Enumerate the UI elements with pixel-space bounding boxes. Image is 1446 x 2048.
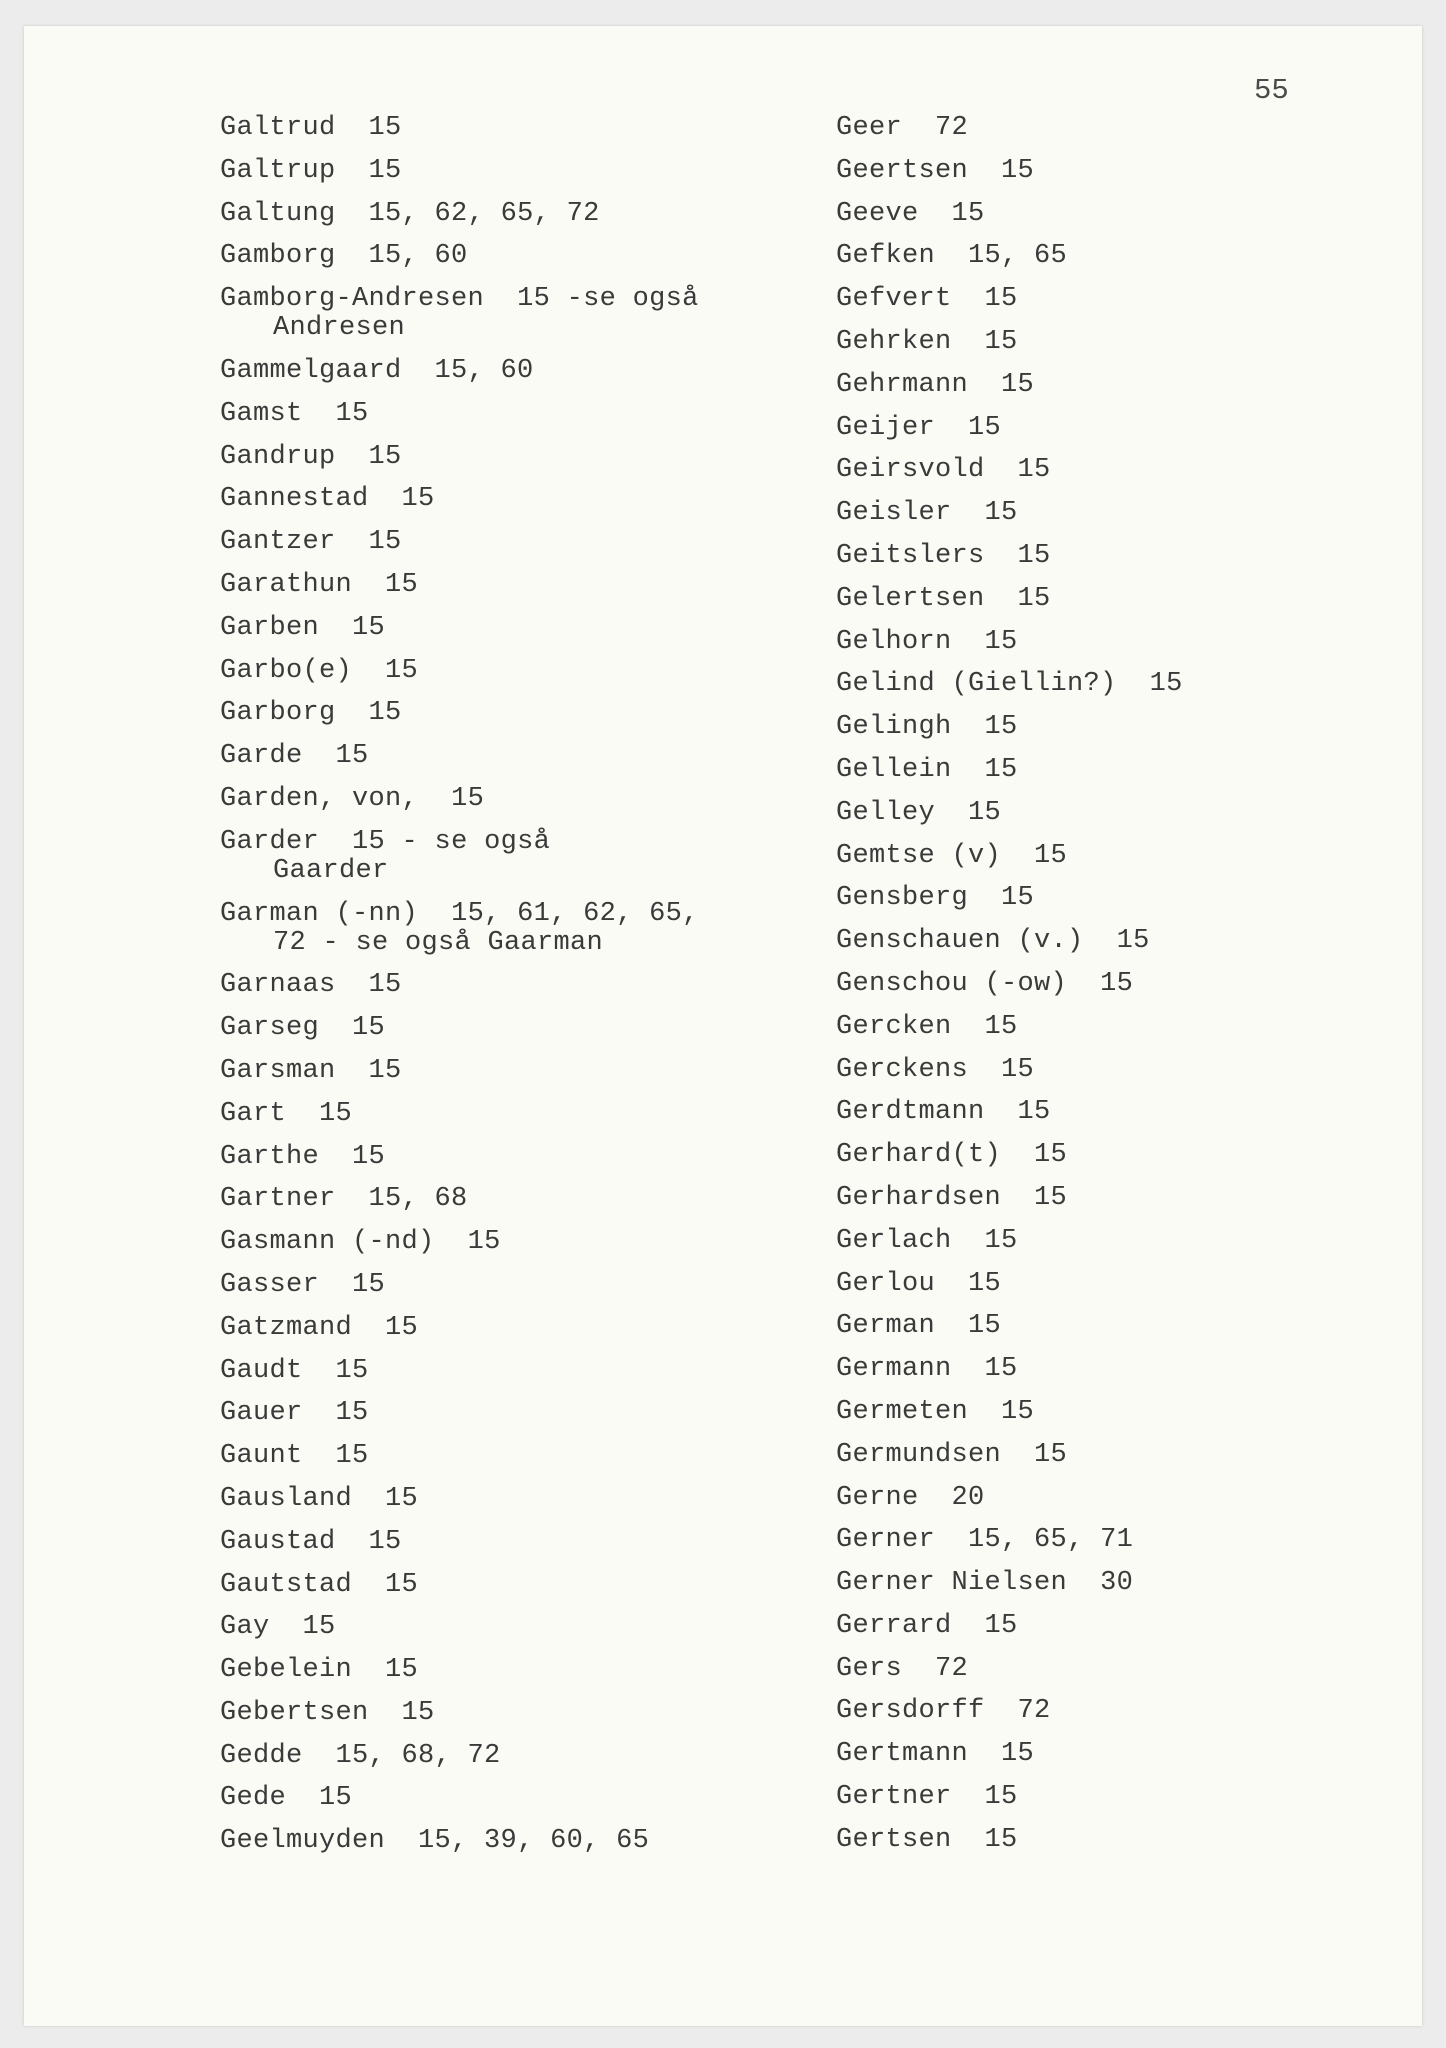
entry-name: Gay: [220, 1612, 270, 1643]
entry-name: Garsman: [220, 1055, 336, 1086]
entry-name: Gertsen: [836, 1824, 952, 1855]
entry-name: Garseg: [220, 1013, 320, 1044]
index-entry: [836, 1141, 1396, 1170]
entry-name: Gamst: [220, 398, 303, 429]
index-entry: [836, 1526, 1396, 1555]
entry-name: Gefken: [836, 241, 936, 272]
entry-page-refs: 15, 39, 60, 65: [418, 1826, 650, 1857]
entry-page-refs: 15: [1001, 369, 1035, 400]
entry-name: Garthe: [220, 1141, 320, 1172]
entry-page-refs: 15: [368, 441, 402, 472]
index-entry: [836, 1740, 1396, 1769]
index-entry: [220, 1399, 780, 1428]
entry-page-refs: 72: [935, 1653, 969, 1684]
index-entry: [220, 1571, 780, 1600]
entry-name: Gammelgaard: [220, 355, 402, 386]
entry-name: Galtrup: [220, 155, 336, 186]
entry-name: Gausland: [220, 1483, 353, 1514]
entry-page-refs: 15: [368, 113, 402, 143]
entry-name: Garder: [220, 826, 320, 857]
index-entry: [220, 742, 780, 771]
entry-name: Gamborg: [220, 241, 336, 272]
entry-page-refs: 15: [451, 783, 485, 814]
entry-name: Garnaas: [220, 970, 336, 1001]
index-entry: [836, 1227, 1396, 1256]
entry-name: German: [836, 1311, 936, 1342]
entry-page-refs: 15: [984, 326, 1018, 357]
entry-page-refs: 15: [1001, 883, 1035, 914]
entry-name: Geer: [836, 113, 903, 143]
index-entry: [220, 357, 780, 386]
entry-name: Gerdtmann: [836, 1097, 985, 1128]
entry-name: Garborg: [220, 698, 336, 729]
index-entry: [836, 1184, 1396, 1213]
entry-name: Germeten: [836, 1396, 969, 1427]
entry-name: Gehrken: [836, 326, 952, 357]
entry-page-refs: 15: [984, 284, 1018, 315]
index-entry: [220, 1699, 780, 1728]
entry-name: Garbo(e): [220, 655, 353, 686]
index-entry: [836, 713, 1396, 742]
entry-name: Gebelein: [220, 1655, 353, 1686]
entry-name: Gannestad: [220, 484, 369, 515]
entry-page-refs: 15: [368, 155, 402, 186]
entry-page-refs: 72: [935, 113, 969, 143]
entry-page-refs: 15, 68, 72: [335, 1740, 501, 1771]
entry-page-refs: 15: [401, 1697, 435, 1728]
entry-page-refs: 15: [1034, 1439, 1068, 1470]
index-entry: [836, 542, 1396, 571]
entry-page-refs: 15: [1149, 669, 1183, 700]
entry-page-refs: 15: [1017, 540, 1051, 571]
index-entry: [220, 443, 780, 472]
index-entry: [836, 1098, 1396, 1127]
entry-name: Geirsvold: [836, 455, 985, 486]
entry-name: Gelhorn: [836, 626, 952, 657]
entry-name: Gertner: [836, 1782, 952, 1813]
entry-page-refs: 15: [1001, 1739, 1035, 1770]
entry-name: Geertsen: [836, 155, 969, 186]
entry-page-refs: 15 -se også: [517, 284, 699, 315]
index-entry: [220, 285, 780, 343]
entry-page-refs: 15, 60: [434, 355, 534, 386]
index-entry: [836, 414, 1396, 443]
entry-page-refs: 15: [1017, 1097, 1051, 1128]
index-entry: [220, 657, 780, 686]
index-entry: [836, 1056, 1396, 1085]
entry-page-refs: 15: [385, 1483, 419, 1514]
index-entry: [220, 828, 780, 886]
entry-page-refs: 15: [1034, 1182, 1068, 1213]
entry-name: Galtung: [220, 198, 336, 229]
entry-page-refs: 15: [385, 655, 419, 686]
index-entry: [836, 1355, 1396, 1384]
index-entry: [220, 900, 780, 958]
entry-page-refs: 15: [302, 1612, 336, 1643]
entry-page-refs: 15, 60: [368, 241, 468, 272]
index-entry: [836, 1783, 1396, 1812]
index-entry: [220, 1656, 780, 1685]
entry-name: Gerlach: [836, 1225, 952, 1256]
entry-name: Gers: [836, 1653, 903, 1684]
entry-name: Gauer: [220, 1398, 303, 1429]
index-entry: [220, 699, 780, 728]
entry-name: Garathun: [220, 569, 353, 600]
index-entry: [836, 927, 1396, 956]
entry-page-refs: 15: [335, 1398, 369, 1429]
index-entry: [836, 1398, 1396, 1427]
entry-page-refs: 20: [951, 1482, 985, 1513]
entry-name: Gatzmand: [220, 1312, 353, 1343]
entry-name: Germundsen: [836, 1439, 1002, 1470]
entry-name: Geitslers: [836, 540, 985, 571]
index-entry: [836, 1484, 1396, 1513]
entry-name: Gaustad: [220, 1526, 336, 1557]
entry-page-refs: 15: [984, 1610, 1018, 1641]
entry-name: Gasser: [220, 1269, 320, 1300]
entry-page-refs: 15: [352, 1141, 386, 1172]
entry-page-refs: 15: [968, 412, 1002, 443]
index-entry: [220, 971, 780, 1000]
left-index-column: [220, 114, 780, 1870]
index-entry: [220, 1485, 780, 1514]
entry-name: Gautstad: [220, 1569, 353, 1600]
entry-name: Gaunt: [220, 1441, 303, 1472]
entry-page-refs: 15: [984, 754, 1018, 785]
index-entry: [220, 1613, 780, 1642]
entry-name: Gelingh: [836, 712, 952, 743]
entry-name: Gemtse (v): [836, 840, 1002, 871]
entry-page-refs: 15: [1001, 155, 1035, 186]
index-entry: [220, 1528, 780, 1557]
index-entry: [836, 242, 1396, 271]
index-entry: [836, 799, 1396, 828]
entry-name: Gerner Nielsen: [836, 1568, 1068, 1599]
index-entry: [836, 285, 1396, 314]
entry-page-refs: 15: [352, 612, 386, 643]
right-index-column: [836, 114, 1396, 1869]
index-entry: [836, 1013, 1396, 1042]
entry-page-refs: 15, 65, 71: [968, 1525, 1134, 1556]
entry-continuation: 72 - se også Gaarman: [273, 927, 604, 958]
index-entry: [220, 1143, 780, 1172]
entry-page-refs: 15: [1034, 1140, 1068, 1171]
index-entry: [220, 1057, 780, 1086]
entry-page-refs: 15: [984, 712, 1018, 743]
entry-name: Gellein: [836, 754, 952, 785]
entry-page-refs: 15: [385, 1569, 419, 1600]
entry-page-refs: 15: [1001, 1054, 1035, 1085]
entry-page-refs: 15: [1001, 1396, 1035, 1427]
entry-name: Gertmann: [836, 1739, 969, 1770]
entry-name: Gantzer: [220, 527, 336, 558]
entry-name: Gedde: [220, 1740, 303, 1771]
index-entry: [836, 670, 1396, 699]
entry-page-refs: 15 - se også: [352, 826, 551, 857]
index-entry: [836, 1612, 1396, 1641]
entry-page-refs: 15: [1034, 840, 1068, 871]
index-entry: [836, 1441, 1396, 1470]
entry-page-refs: 15: [1116, 926, 1150, 957]
index-entry: [836, 1826, 1396, 1855]
index-entry: [220, 400, 780, 429]
entry-name: Gart: [220, 1098, 287, 1129]
entry-page-refs: 15: [984, 1011, 1018, 1042]
entry-name: Gandrup: [220, 441, 336, 472]
index-entry: [836, 1655, 1396, 1684]
entry-page-refs: 15: [385, 569, 419, 600]
index-entry: [220, 785, 780, 814]
entry-name: Gefvert: [836, 284, 952, 315]
index-entry: [836, 200, 1396, 229]
entry-name: Gensberg: [836, 883, 969, 914]
entry-name: Gelley: [836, 797, 936, 828]
index-entry: [836, 499, 1396, 528]
entry-name: Garden, von,: [220, 783, 419, 814]
entry-continuation: Andresen: [273, 313, 406, 344]
entry-name: Gerne: [836, 1482, 919, 1513]
entry-page-refs: 15: [984, 626, 1018, 657]
entry-page-refs: 15: [352, 1269, 386, 1300]
entry-page-refs: 15: [467, 1227, 501, 1258]
index-entry: [220, 1742, 780, 1771]
entry-name: Gersdorff: [836, 1696, 985, 1727]
index-entry: [836, 1569, 1396, 1598]
entry-name: Geijer: [836, 412, 936, 443]
entry-page-refs: 15: [968, 1268, 1002, 1299]
index-entry: [836, 1697, 1396, 1726]
index-entry: [220, 1228, 780, 1257]
entry-page-refs: 15: [385, 1655, 419, 1686]
entry-name: Garben: [220, 612, 320, 643]
index-entry: [836, 1270, 1396, 1299]
entry-name: Genschou (-ow): [836, 968, 1068, 999]
index-entry: [220, 1357, 780, 1386]
entry-page-refs: 15: [368, 698, 402, 729]
index-entry: [220, 528, 780, 557]
index-entry: [220, 114, 780, 143]
entry-name: Geeve: [836, 198, 919, 229]
entry-page-refs: 15: [968, 797, 1002, 828]
entry-page-refs: 15: [335, 741, 369, 772]
entry-page-refs: 15, 68: [368, 1184, 468, 1215]
entry-name: Gede: [220, 1783, 287, 1814]
index-entry: [220, 200, 780, 229]
entry-page-refs: 15: [984, 498, 1018, 529]
entry-page-refs: 15: [984, 1824, 1018, 1855]
entry-continuation: Gaarder: [273, 855, 389, 886]
entry-name: Gelind (Giellin?): [836, 669, 1117, 700]
index-entry: [220, 157, 780, 186]
entry-page-refs: 15: [1017, 455, 1051, 486]
index-entry: [836, 1312, 1396, 1341]
entry-name: Geisler: [836, 498, 952, 529]
entry-name: Gerlou: [836, 1268, 936, 1299]
entry-page-refs: 15: [368, 1055, 402, 1086]
entry-page-refs: 15: [335, 398, 369, 429]
entry-name: Gelertsen: [836, 583, 985, 614]
entry-page-refs: 15: [968, 1311, 1002, 1342]
entry-name: Gerhard(t): [836, 1140, 1002, 1171]
index-entry: [836, 628, 1396, 657]
entry-page-refs: 15: [1100, 968, 1134, 999]
entry-page-refs: 15: [951, 198, 985, 229]
index-entry: [836, 114, 1396, 143]
entry-name: Gamborg-Andresen: [220, 284, 485, 315]
index-entry: [220, 1014, 780, 1043]
entry-page-refs: 15: [335, 1355, 369, 1386]
entry-page-refs: 15, 62, 65, 72: [368, 198, 600, 229]
index-entry: [220, 1442, 780, 1471]
index-entry: [836, 842, 1396, 871]
entry-page-refs: 15: [385, 1312, 419, 1343]
entry-name: Garde: [220, 741, 303, 772]
index-entry: [220, 242, 780, 271]
entry-page-refs: 15: [319, 1098, 353, 1129]
entry-name: Gaudt: [220, 1355, 303, 1386]
entry-page-refs: 15: [335, 1441, 369, 1472]
entry-page-refs: 15, 65: [968, 241, 1068, 272]
entry-page-refs: 15: [352, 1013, 386, 1044]
index-entry: [836, 157, 1396, 186]
entry-page-refs: 15: [984, 1782, 1018, 1813]
entry-page-refs: 15: [984, 1225, 1018, 1256]
entry-name: Gerrard: [836, 1610, 952, 1641]
entry-name: Gerner: [836, 1525, 936, 1556]
entry-name: Gercken: [836, 1011, 952, 1042]
index-entry: [220, 1100, 780, 1129]
entry-page-refs: 15: [319, 1783, 353, 1814]
entry-name: Germann: [836, 1354, 952, 1385]
entry-page-refs: 30: [1100, 1568, 1134, 1599]
index-entry: [836, 456, 1396, 485]
index-entry: [836, 585, 1396, 614]
entry-page-refs: 15: [401, 484, 435, 515]
index-entry: [220, 614, 780, 643]
entry-page-refs: 15: [984, 1354, 1018, 1385]
index-entry: [220, 1271, 780, 1300]
entry-page-refs: 15, 61, 62, 65,: [451, 898, 699, 929]
entry-name: Gebertsen: [220, 1697, 369, 1728]
entry-page-refs: 15: [368, 527, 402, 558]
entry-page-refs: 15: [368, 970, 402, 1001]
entry-name: Gartner: [220, 1184, 336, 1215]
index-entry: [836, 328, 1396, 357]
index-entry: [220, 1827, 780, 1856]
entry-page-refs: 72: [1017, 1696, 1051, 1727]
index-entry: [220, 1314, 780, 1343]
index-entry: [836, 756, 1396, 785]
entry-name: Gasmann (-nd): [220, 1227, 435, 1258]
entry-name: Genschauen (v.): [836, 926, 1084, 957]
entry-name: Gerhardsen: [836, 1182, 1002, 1213]
entry-name: Garman (-nn): [220, 898, 419, 929]
index-entry: [836, 884, 1396, 913]
index-entry: [220, 485, 780, 514]
entry-name: Gehrmann: [836, 369, 969, 400]
entry-page-refs: 15: [1017, 583, 1051, 614]
page-number: 55: [1254, 74, 1289, 107]
index-entry: [836, 371, 1396, 400]
index-entry: [220, 1784, 780, 1813]
entry-name: Gerckens: [836, 1054, 969, 1085]
entry-page-refs: 15: [368, 1526, 402, 1557]
index-entry: [220, 571, 780, 600]
entry-name: Geelmuyden: [220, 1826, 386, 1857]
index-entry: [220, 1185, 780, 1214]
entry-name: Galtrud: [220, 113, 336, 143]
index-entry: [836, 970, 1396, 999]
